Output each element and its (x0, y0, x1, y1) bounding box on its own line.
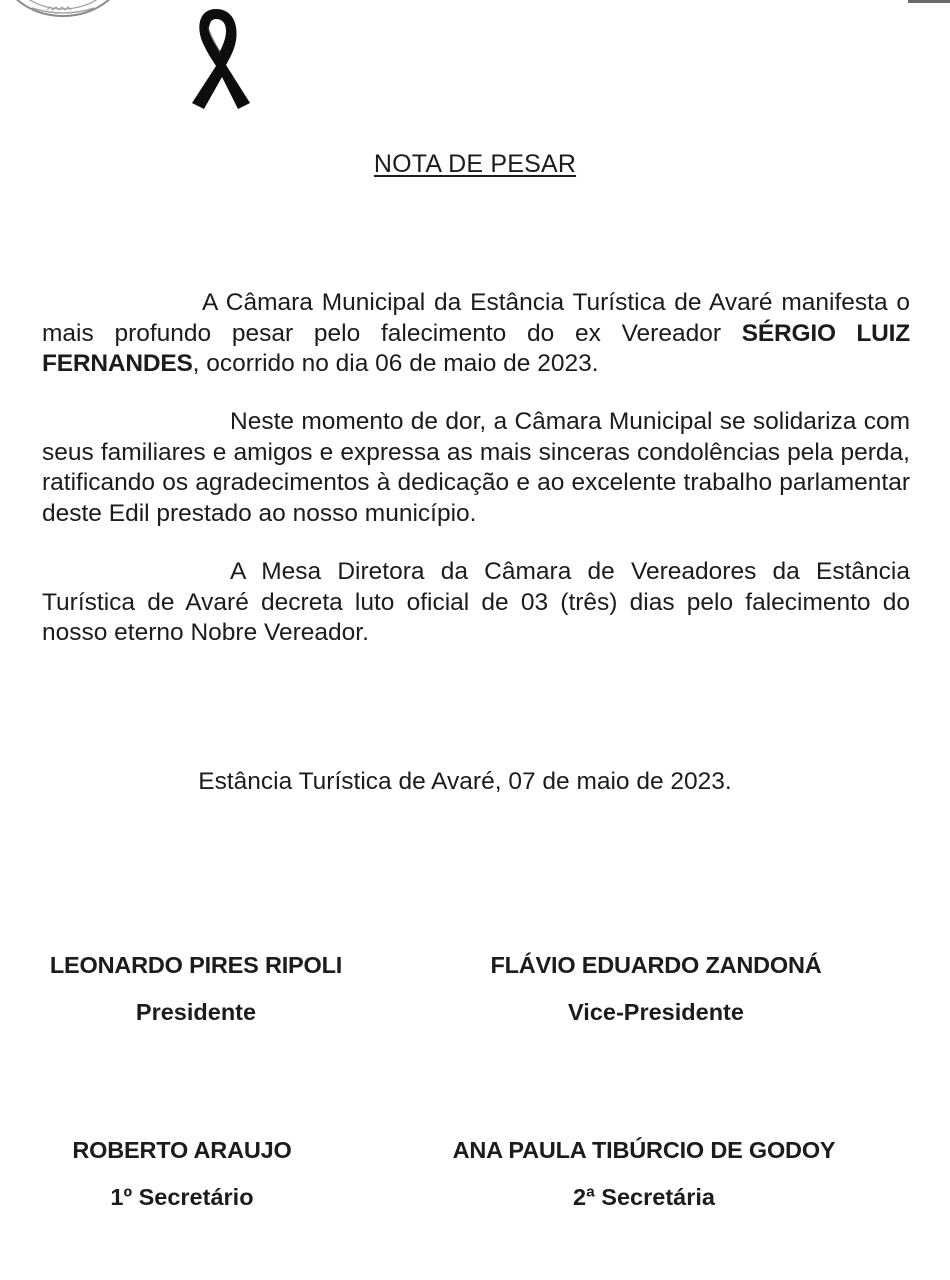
signatory-name: FLÁVIO EDUARDO ZANDONÁ (490, 952, 822, 978)
signatory-role: 1º Secretário (110, 1184, 254, 1210)
signatory-name: ANA PAULA TIBÚRCIO DE GODOY (452, 1137, 836, 1163)
signature-block-second-secretary (424, 1137, 864, 1211)
signature-block-president (0, 952, 416, 1026)
paragraph-announcement-end: , ocorrido no dia 06 de maio de 2023. (192, 350, 599, 377)
paragraph-mourning-decree: A Mesa Diretora da Câmara de Vereadores da Estância Turística de Avaré decreta luto oficial de 03 (três) dias pelo falecimento do nosso eterno Nobre Vereador. (42, 558, 910, 646)
document-title: NOTA DE PESAR (373, 150, 577, 178)
paragraph-condolences: Neste momento de dor, a Câmara Municipal se solidariza com seus familiares e amigos e expressa as mais sinceras condolências pela perda, ratificando os agradecimentos à dedicação e ao excelente trabalho parlamentar deste Edil prestado ao nosso município. (42, 408, 910, 527)
signatory-role: Vice-Presidente (568, 999, 744, 1025)
corner-edge-mark (908, 0, 950, 3)
municipal-seal-icon (0, 0, 134, 20)
signature-block-vice-president (436, 952, 876, 1026)
paragraph-announcement-text: A Câmara Municipal da Estância Turística de Avaré manifesta o mais profundo pesar pelo falecimento do ex Vereador (42, 289, 910, 347)
mourning-ribbon-icon (182, 5, 254, 111)
signatory-name: LEONARDO PIRES RIPOLI (49, 952, 343, 978)
deceased-name: SÉRGIO LUIZ FERNANDES (42, 319, 910, 377)
dateline: Estância Turística de Avaré, 07 de maio de 2023. (198, 768, 732, 795)
signatory-role: 2ª Secretária (573, 1184, 715, 1210)
signature-block-first-secretary (0, 1137, 402, 1211)
paragraph-announcement (42, 288, 910, 380)
signatory-name: ROBERTO ARAUJO (72, 1137, 292, 1163)
signatory-role: Presidente (135, 999, 257, 1025)
